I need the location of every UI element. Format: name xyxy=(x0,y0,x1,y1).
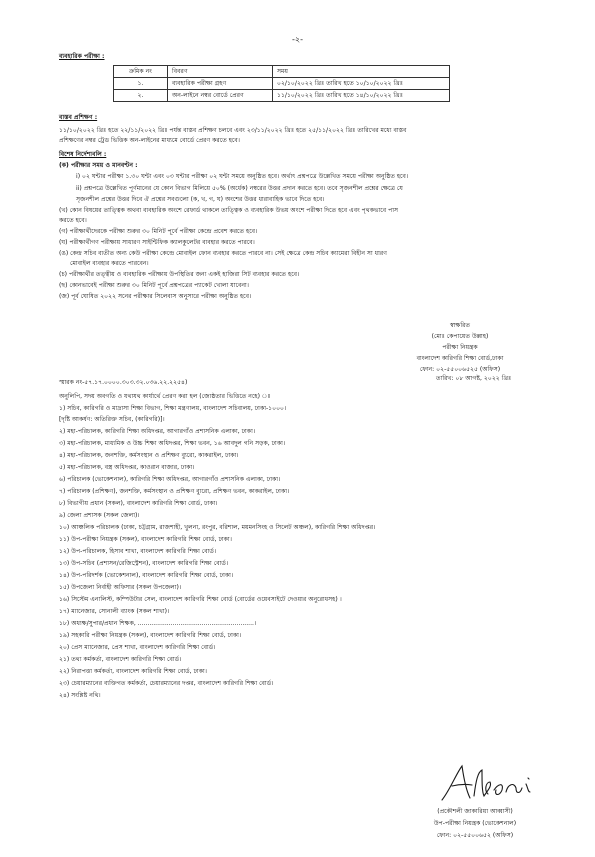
row-time: ০২/১০/২০২২ খ্রিঃ তারিখ হতে ১০/১০/২০২২ খ্রিঃ xyxy=(273,78,450,90)
instruction-line: ii) প্রশ্নপত্রে উল্লেখিত পূর্ণমানের যে কোন বিভাগ মিলিয়ে ৫০% (অর্ধেক) নম্বরের উত্তর প্রদান করতে হবে। তবে সৃজনশীল প্রশ্নের ক্ষেত্রে যে xyxy=(76,185,403,192)
list-item: ২১) তথ্য কর্মকর্তা, বাংলাদেশ কারিগরি শিক্ষা বোর্ড। xyxy=(59,656,182,663)
list-item: ১৪) উপ-পরিদর্শক (ভোকেশনাল), বাংলাদেশ কারিগরি শিক্ষা বোর্ড, ঢাকা। xyxy=(59,572,234,579)
list-item: ১৫) উপজেলা নির্বাহী অফিসার (সকল উপজেলা)। xyxy=(59,584,182,591)
handwritten-signature xyxy=(436,760,546,806)
page-number: -২- xyxy=(292,35,303,44)
instruction-line: মোবাইল ব্যবহার করতে পারবেন। xyxy=(70,260,149,267)
signatory-phone: ফোন: ০২-৫৫০০৬৫২৫ (অফিস) xyxy=(419,366,501,373)
list-item: [দৃষ্টি আকর্ষণ: অতিরিক্ত সচিব, (কারিগরি)]। xyxy=(59,416,165,423)
practical-heading: ব্যবহারিক পরীক্ষা : xyxy=(59,53,105,60)
memo-date: তারিখ: ০৮ আগষ্ট, ২০২২ খ্রিঃ xyxy=(436,375,512,382)
table-header-row xyxy=(114,66,450,78)
signatory-org: বাংলাদেশ কারিগরি শিক্ষা বোর্ড,ঢাকা xyxy=(416,355,504,362)
list-item: ১৮) অধ্যক্ষ/সুপার/প্রধান শিক্ষক, ............................................................। xyxy=(59,620,257,627)
training-heading: বাস্তব প্রশিক্ষণ : xyxy=(59,114,98,121)
table-row xyxy=(114,78,450,90)
practical-schedule-table xyxy=(113,65,450,102)
signatory2-name: (প্রকৌশলী জাকারিয়া আব্বাসী) xyxy=(437,808,513,815)
instruction-line: (খ) কোন বিষয়ের তাত্ত্বিক অথবা ব্যবহারিক অংশে রেফার্ড থাকলে তাত্ত্বিক ও ব্যবহারিক উভয় অংশে পরীক্ষা দিতে হবে এবং পৃথকভাবে পাস xyxy=(59,207,399,214)
list-item: ৬) পরিচালক (ভোকেশনাল), কারিগরি শিক্ষা অধিদপ্তর, আগারগাঁও প্রশাসনিক এলাকা, ঢাকা। xyxy=(59,476,281,483)
instruction-line: (জ) পূর্ব ঘোষিত ২০২২ সনের পরীক্ষার সিলেবাস অনুসারে পরীক্ষা অনুষ্ঠিত হবে। xyxy=(59,293,252,300)
instruction-line: (ঘ) পরীক্ষার্থীগণ পরীক্ষায় সাধারণ সাইন্টিফিক ক্যালকুলেটর ব্যবহার করতে পারবে। xyxy=(59,239,255,246)
instruction-line: (ঙ) কেন্দ্র সচিব ব্যতীত অন্য কেউ পরীক্ষা কেন্দ্রে মোবাইল ফোন ব্যবহার করতে পারবে না। সেই ক্ষেত্রে কেন্দ্র সচিব ক্যামেরা বিহীন সা ধারণ xyxy=(59,250,387,257)
list-item: ২৪) সংশ্লিষ্ট নথি। xyxy=(59,692,101,699)
list-item: ২৩) চেয়ারম্যানের ব্যক্তিগত কর্মকর্তা, চেয়ারম্যানের দপ্তর, বাংলাদেশ কারিগরি শিক্ষা বোর্ড। xyxy=(59,680,274,687)
copy-intro: অনুলিপি, সদয় অবগতি ও যথাযথ কার্যার্থে প্রেরণ করা হল (জ্যেষ্ঠতার ভিত্তিতে নহে) ঃ xyxy=(59,393,271,400)
list-item: ১০) আঞ্চলিক পরিচালক (ঢাকা, চট্টগ্রাম, রাজশাহী, খুলনা, রংপুর, বরিশাল, ময়মনসিংহ ও সিলেট অঞ্চল), কারিগরি শিক্ষা অধিদপ্তর। xyxy=(59,524,376,531)
list-item: ১৭) ম্যানেজার, সোনালী ব্যাংক (সকল শাখা)। xyxy=(59,608,170,615)
table-row xyxy=(114,90,450,102)
list-item: ৪) মহা-পরিচালক, জনশক্তি, কর্মসংস্থান ও প্রশিক্ষণ ব্যুরো, কাকরাইল, ঢাকা। xyxy=(59,452,239,459)
instruction-line: করতে হবে। xyxy=(59,217,87,224)
list-item: ২) মহা-পরিচালক, কারিগরি শিক্ষা অধিদপ্তর, আগারগাঁও প্রশাসনিক এলাকা, ঢাকা। xyxy=(59,428,256,435)
row-time: ১১/১০/২০২২ খ্রিঃ তারিখ হতে ১৪/১০/২০২২ খ্রিঃ xyxy=(273,90,450,102)
list-item: ১) সচিব, কারিগরি ও মাদ্রাসা শিক্ষা বিভাগ, শিক্ষা মন্ত্রণালয়, বাংলাদেশ সচিবালয়, ঢাকা-১০০০। xyxy=(59,405,287,412)
training-line-2: প্রশিক্ষণের নম্বর ট্রেড ভিত্তিক অন-লাইনের মাধ্যমে বোর্ডে প্রেরণ করতে হবে। xyxy=(59,137,240,144)
instructions-subheading: (ক) পরীক্ষার সময় ও মানবণ্টন : xyxy=(59,162,138,169)
instruction-line: (চ) পরীক্ষার্থীর তত্ত্বীয় ও ব্যবহারিক পরীক্ষায় উপস্থিতির জন্য একই হাজিরা সিট ব্যবহার করতে হবে। xyxy=(59,271,300,278)
list-item: ৫) মহা-পরিচালক, বস্ত্র অধিদপ্তর, কাওরান বাজার, ঢাকা। xyxy=(59,464,195,471)
row-description: ব্যবহারিক পরীক্ষা গ্রহণ xyxy=(168,78,273,90)
list-item: ১২) উপ-পরিচালক, হিসাব শাখা, বাংলাদেশ কারিগরি শিক্ষা বোর্ড। xyxy=(59,548,217,555)
instruction-line: (ছ) কোনভাবেই পরীক্ষা শুরুর ৩০ মিনিট পূর্বে প্রশ্নপত্রের প্যাকেট খোলা যাবেনা। xyxy=(59,282,249,289)
list-item: ১৩) উপ-সচিব (প্রশাসন/রেজিস্ট্রেশন), বাংলাদেশ কারিগরি শিক্ষা বোর্ড। xyxy=(59,560,229,567)
instruction-line: i) ০২ ঘন্টার পরীক্ষা ১.৩০ ঘন্টা এবং ০৩ ঘন্টার পরীক্ষা ০২ ঘন্টা সময়ে অনুষ্ঠিত হবে। অর্থাৎ প্রশ্নপত্রে উল্লেখিত সময়ে পরীক্ষা অনুষ্ঠিত হবে। xyxy=(76,173,409,180)
signatory2-phone: ফোন: ০২-৫৫০০৬৫২ (অফিস) xyxy=(436,832,514,839)
list-item: ২২) নিরাপত্তা কর্মকর্তা, বাংলাদেশ কারিগরি শিক্ষা বোর্ড, ঢাকা। xyxy=(59,668,207,675)
instructions-heading: বিশেষ নির্দেশাবলি : xyxy=(59,151,107,158)
row-serial: ২. xyxy=(114,90,168,102)
list-item: ১৯) সহকারি পরীক্ষা নিয়ন্ত্রক (সকল), বাংলাদেশ কারিগরি শিক্ষা বোর্ড, ঢাকা। xyxy=(59,632,242,639)
signatory-name: (মোঃ কেপায়েত উল্লাহ) xyxy=(431,333,489,340)
header-serial: ক্রমিক নং xyxy=(114,66,168,78)
list-item: ১১) উপ-পরীক্ষা নিয়ন্ত্রক (সকল), বাংলাদেশ কারিগরি শিক্ষা বোর্ড, ঢাকা। xyxy=(59,536,232,543)
signed-label: স্বাক্ষরিত xyxy=(449,322,471,329)
instruction-line: সৃজনশীল প্রশ্নের উত্তর দিবে ঐ প্রশ্নের সবগুলো (ক, খ, গ, ঘ) অংশের উত্তর ধারাবাহিক ভাবে দিতে হবে। xyxy=(76,196,325,203)
signatory-title: পরীক্ষা নিয়ন্ত্রক xyxy=(442,344,478,351)
list-item: ৭) পরিচালক (প্রশিক্ষণ), জনশক্তি, কর্মসংস্থান ও প্রশিক্ষণ ব্যুরো, প্রশিক্ষণ ভবন, কাকরাইল, ঢাকা। xyxy=(59,488,290,495)
row-description: অন-লাইনে নম্বর বোর্ডে প্রেরণ xyxy=(168,90,273,102)
list-item: ১৬) সিস্টেম এনালিস্ট, কম্পিউটার সেল, বাংলাদেশ কারিগরি শিক্ষা বোর্ড (বোর্ডের ওয়েবসাইটে দেওয়ার অনুরোধসহ) । xyxy=(59,596,342,603)
memo-number: স্মারক নং-৫৭.১৭.০০০০.৩০৩.৩২.০৩৬.২২.২২৫৪) xyxy=(59,379,188,386)
header-description: বিবরণ xyxy=(168,66,273,78)
list-item: ৮) বিভাগীয় প্রধান (সকল), বাংলাদেশ কারিগরি শিক্ষা বোর্ড, ঢাকা। xyxy=(59,500,218,507)
signatory2-title: উপ-পরীক্ষা নিয়ন্ত্রক (ভোকেশনাল) xyxy=(433,820,517,827)
row-serial: ১. xyxy=(114,78,168,90)
header-time: সময় xyxy=(273,66,450,78)
list-item: ৯) জেলা প্রশাসক (সকল জেলা)। xyxy=(59,512,140,519)
instruction-line: (গ) পরীক্ষার্থীদেরকে পরীক্ষা শুরুর ৩০ মিনিট পূর্বে পরীক্ষা কেন্দ্রে প্রবেশ করতে হবে। xyxy=(59,228,258,235)
list-item: ৩) মহা-পরিচালক, মাধ্যমিক ও উচ্চ শিক্ষা অধিদপ্তর, শিক্ষা ভবন, ১৬ আবদুল গনি সড়ক, ঢাকা। xyxy=(59,440,286,447)
list-item: ২০) প্রেস ম্যানেজার, প্রেস শাখা, বাংলাদেশ কারিগরি শিক্ষা বোর্ড। xyxy=(59,644,216,651)
training-line-1: ১১/১০/২০২২ খ্রিঃ হতে ২২/১১/২০২২ খ্রিঃ পর্যন্ত বাস্তব প্রশিক্ষণ চলবে এবং ২৩/১১/২০২২ খ্রিঃ হতে ২৫/১১/২০২২ খ্রিঃ তারিখের মধ্যে বাস্তব xyxy=(59,127,407,134)
